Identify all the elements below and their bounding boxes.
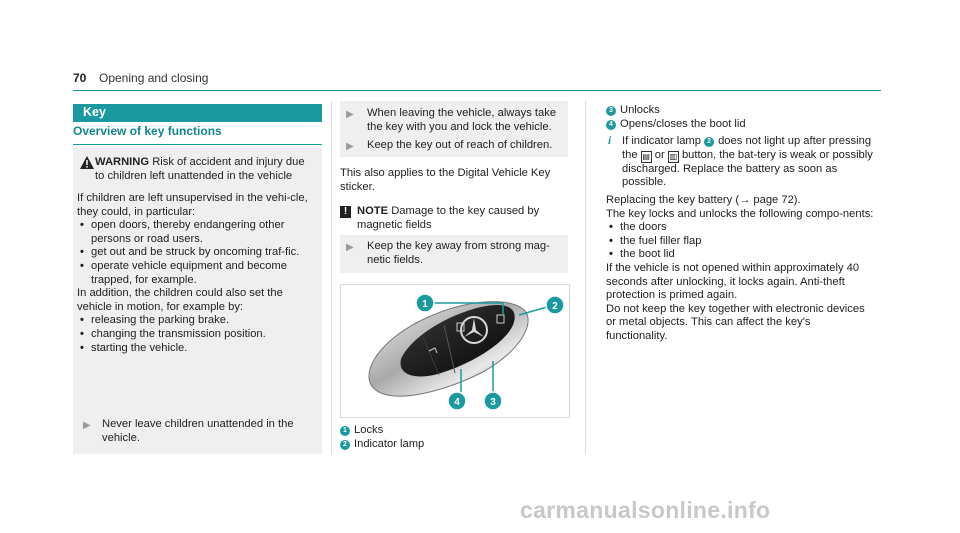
warning-text: Risk of accident and injury due to children left unattended in the vehicle (95, 156, 305, 182)
number-badge: 4 (606, 120, 616, 130)
note-text: Damage to the key caused by magnetic fields (357, 205, 540, 231)
unlock-icon: ▥ (669, 151, 678, 161)
components-list (606, 221, 874, 262)
list-item: • open doors, thereby endangering other persons or road users. (77, 219, 317, 246)
arrow-right-icon: ▶ (83, 420, 91, 431)
column-3 (606, 104, 874, 344)
number-badge: 2 (340, 440, 350, 450)
locks-intro: The key locks and unlocks the following compo-nents: (606, 207, 874, 220)
legend-item (340, 424, 568, 438)
warning-bullets-2 (77, 314, 317, 355)
page-title: Opening and closing (99, 71, 209, 85)
subheading: Overview of key functions (73, 125, 322, 145)
list-item: • get out and be struck by oncoming traf-fic. (77, 246, 317, 260)
list-item: • operate vehicle equipment and become trapped, for example. (77, 260, 317, 287)
page-header (73, 72, 881, 91)
note-label: NOTE (357, 205, 389, 217)
info-note (606, 135, 874, 190)
arrow-right-icon: ▶ (346, 109, 354, 120)
column-divider (331, 101, 332, 455)
exclamation-icon: ! (340, 206, 351, 218)
legend-label: Unlocks (620, 104, 660, 116)
info-text: button, the bat-tery is weak or possibly discharged. Replace the battery as soon as possible. (622, 148, 873, 189)
callout-3 (484, 392, 502, 410)
svg-text:4: 4 (454, 397, 460, 408)
legend-label: Opens/closes the boot lid (620, 117, 746, 130)
warning-bullets (77, 219, 317, 287)
key-illustration (340, 284, 570, 418)
tip-text: When leaving the vehicle, always take the key with you and lock the vehicle. (367, 107, 557, 133)
section-title: Key (83, 105, 106, 119)
lock-icon: ▤ (642, 151, 650, 161)
warning-label: WARNING (95, 156, 150, 168)
note-headline (357, 205, 567, 232)
info-icon: i (608, 135, 612, 148)
legend-item (340, 438, 568, 452)
digital-key-note: This also applies to the Digital Vehicle Key sticker. (340, 167, 551, 193)
svg-text:2: 2 (552, 301, 558, 312)
callout-4 (448, 392, 466, 410)
list-item: • changing the transmission position. (77, 328, 317, 342)
callout-2 (546, 296, 564, 314)
legend-label: Indicator lamp (354, 437, 425, 450)
legend-list (340, 424, 568, 451)
info-text: does not light up after pressing the (622, 135, 872, 161)
list-item: • releasing the parking brake. (77, 314, 317, 328)
warning-body (77, 192, 317, 355)
number-badge: 2 (704, 137, 714, 147)
electronic-devices-text: Do not keep the key together with electronic devices or metal objects. This can affect the key's functionality. (606, 302, 865, 342)
legend-item (606, 104, 874, 118)
column-divider (585, 101, 586, 455)
section-bar-key (73, 104, 322, 122)
list-item: • the fuel filler flap (606, 235, 874, 249)
svg-text:1: 1 (422, 299, 428, 310)
number-badge: 1 (340, 426, 350, 436)
info-text: or (654, 148, 665, 161)
warning-icon (80, 156, 94, 169)
list-item: • the doors (606, 221, 874, 235)
arrow-right-icon: ▶ (346, 242, 354, 253)
list-item: • the boot lid (606, 248, 874, 262)
auto-lock-text: If the vehicle is not opened within approximately 40 seconds after unlocking, it locks again. Anti-theft protection is primed again. (606, 261, 860, 302)
warning-also: In addition, the children could also set the vehicle in motion, for example by: (77, 287, 283, 313)
legend-item (606, 118, 874, 132)
tip-text: Keep the key out of reach of children. (367, 139, 553, 151)
arrow-right-icon: ▶ (346, 141, 354, 152)
watermark: carmanualsonline.info (520, 497, 771, 523)
number-badge: 3 (606, 106, 616, 116)
page-number: 70 (73, 71, 87, 85)
legend-label: Locks (354, 424, 384, 436)
key-fob-image (341, 285, 569, 417)
tip-text: Keep the key away from strong mag-netic fields. (367, 240, 550, 266)
battery-ref: Replacing the key battery (→ page 72). (606, 193, 801, 206)
svg-text:3: 3 (490, 397, 496, 408)
tip-text: Never leave children unattended in the vehicle. (102, 418, 294, 444)
callout-1 (416, 294, 434, 312)
warning-headline (95, 156, 313, 183)
warning-intro: If children are left unsupervised in the vehi-cle, they could, in particular: (77, 192, 308, 218)
info-text: If indicator lamp (622, 135, 701, 148)
list-item: • starting the vehicle. (77, 342, 317, 356)
